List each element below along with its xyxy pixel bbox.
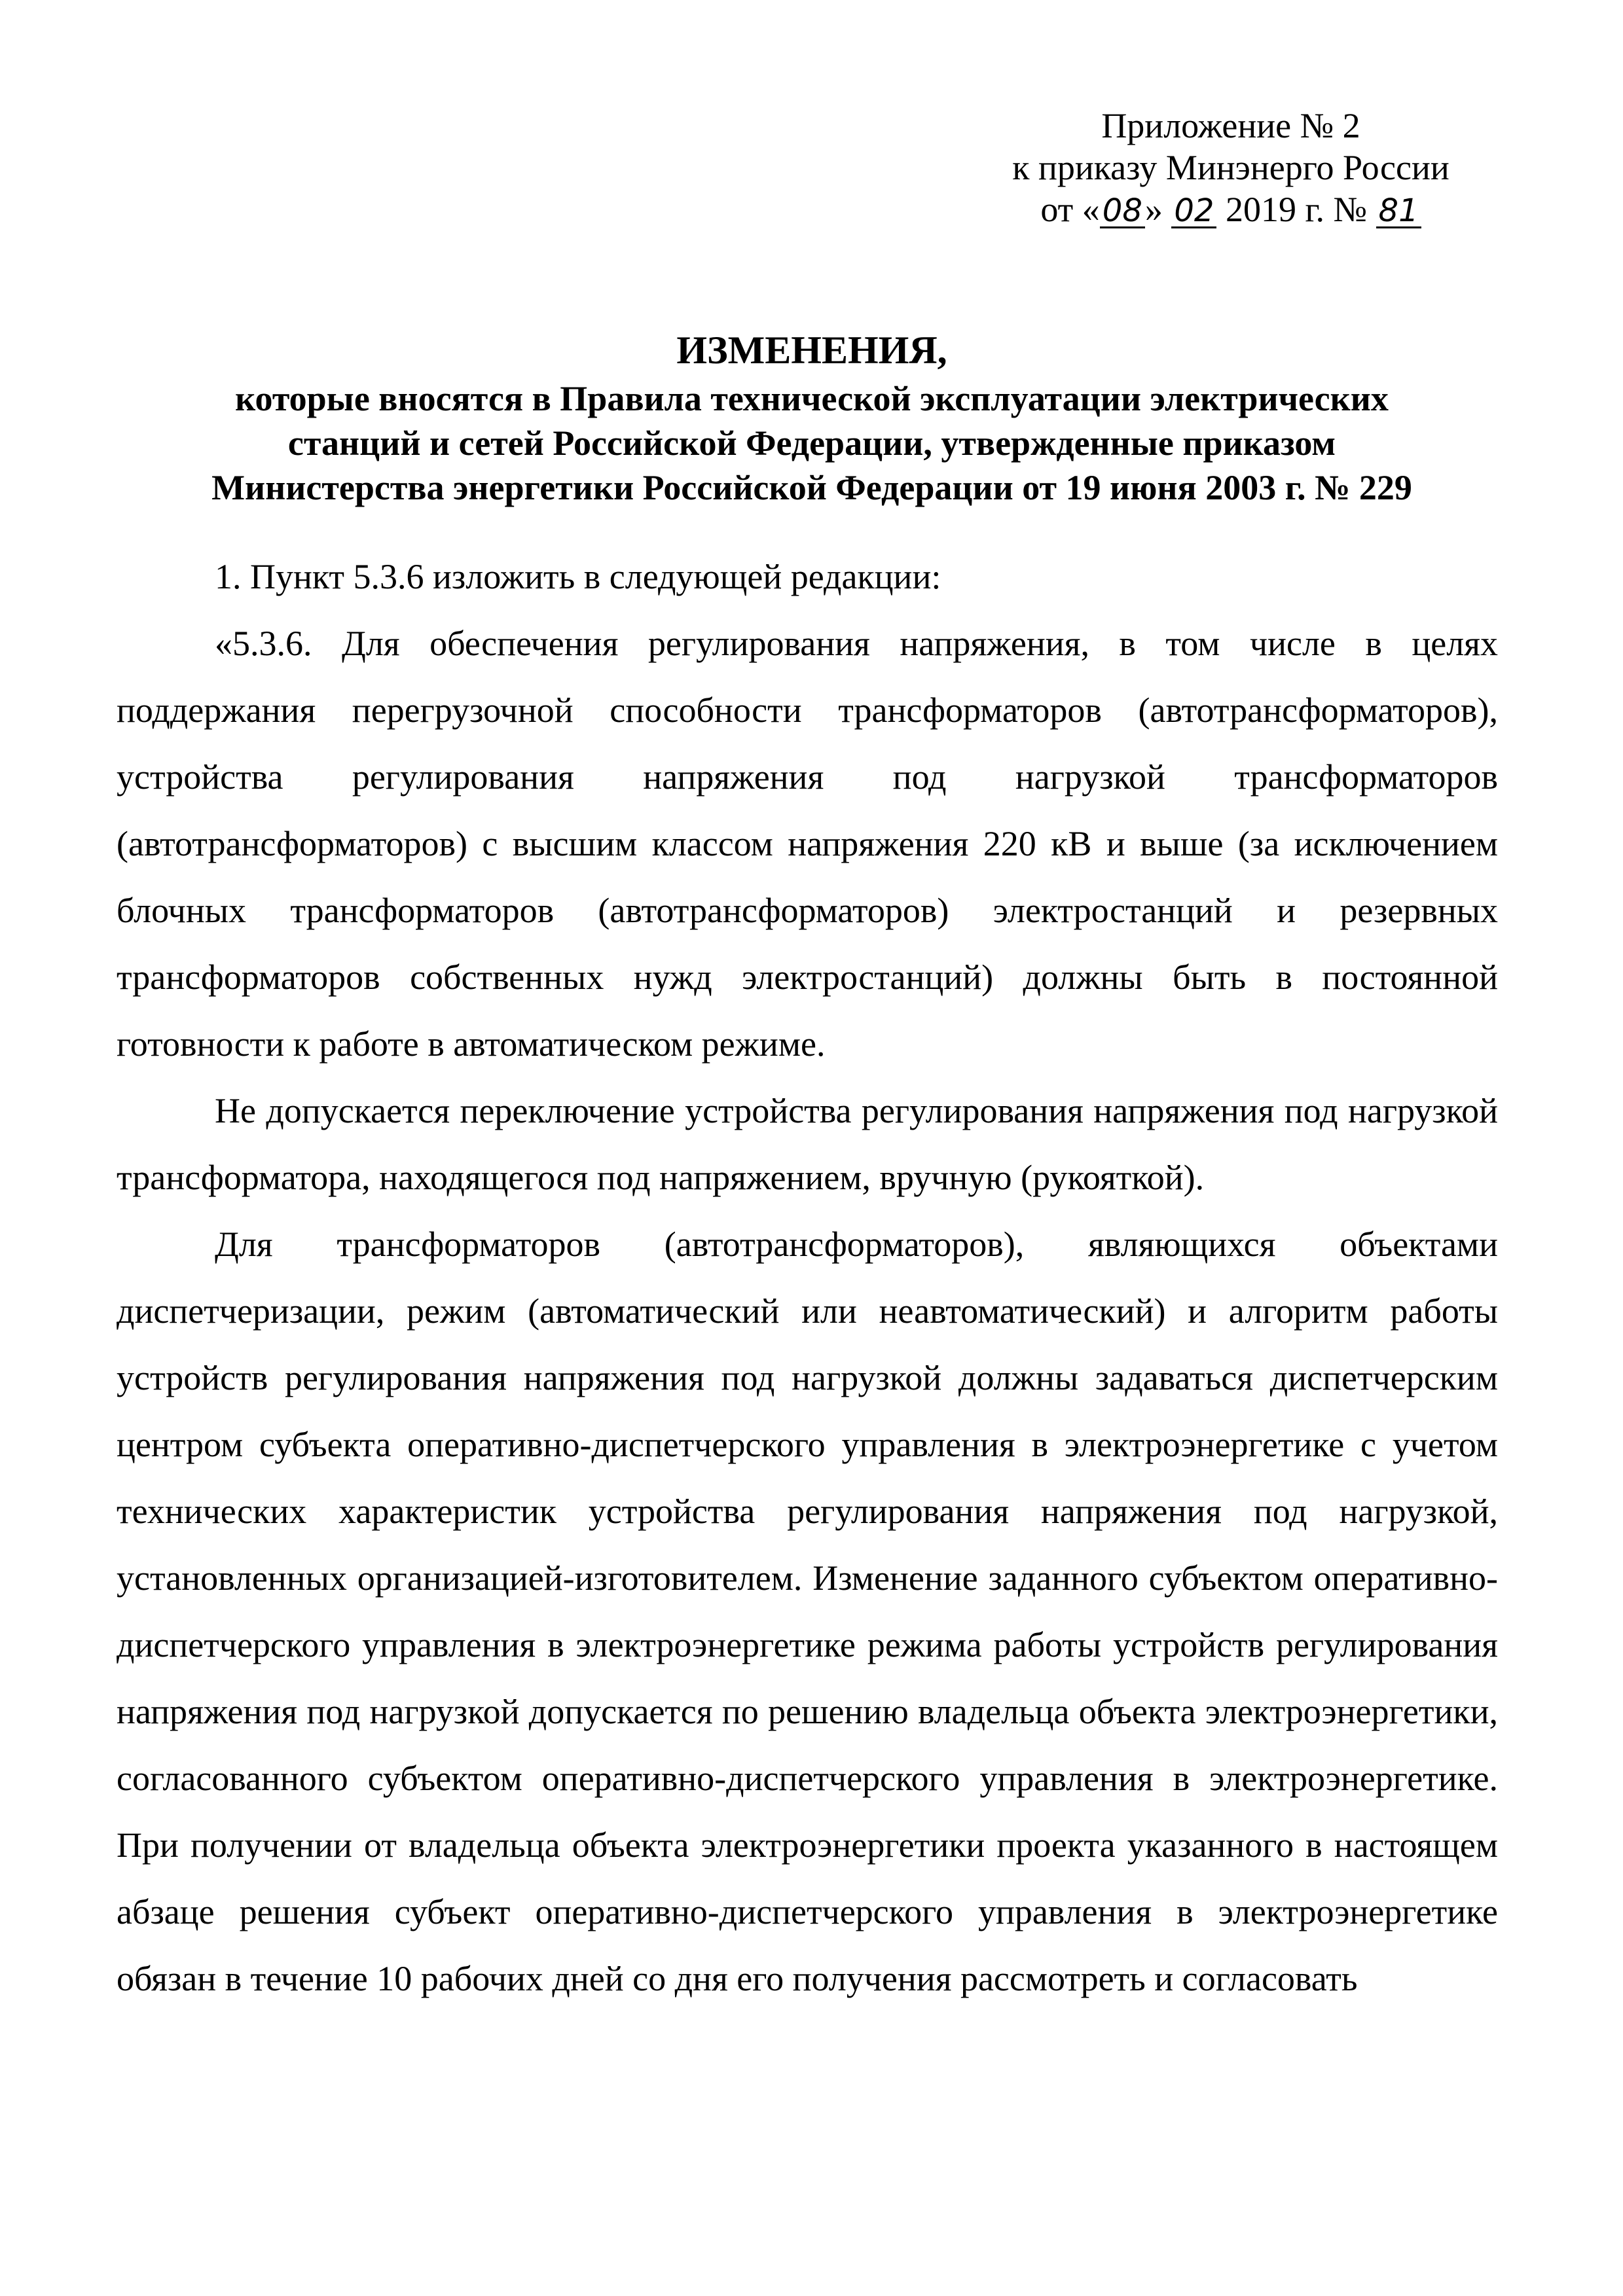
title-heading: ИЗМЕНЕНИЯ, — [676, 329, 947, 372]
paragraph-2: «5.3.6. Для обеспечения регулирования напряжения, в том числе в целях поддержания перегрузочной способности трансформаторов (автотрансформаторов), устройства регулирования напряжения под нагрузкой трансформаторов (автотрансформаторов) с высшим классом напряжения 220 кВ и выше (за исключением блочных трансформаторов (автотрансформаторов) электростанций и резервных трансформаторов собственных нужд электростанций) должны быть в постоянной готовности к работе в автоматическом режиме. — [117, 624, 1498, 1064]
order-date-line: от «08» 02 2019 г. № 81 — [969, 188, 1493, 230]
paragraph-1: 1. Пункт 5.3.6 изложить в следующей редакции: — [215, 557, 941, 596]
title-line-3: Министерства энергетики Российской Федерации от 19 июня 2003 г. № 229 — [211, 468, 1412, 507]
handwritten-month: 02 — [1171, 195, 1216, 228]
title-line-1: которые вносятся в Правила технической эксплуатации электрических — [235, 379, 1389, 418]
appendix-number: Приложение № 2 — [1101, 106, 1360, 145]
paragraph-4: Для трансформаторов (автотрансформаторов), являющихся объектами диспетчеризации, режим (автоматический или неавтоматический) и алгоритм работы устройств регулирования напряжения под нагрузкой должны задаваться диспетчерским центром субъекта оперативно-диспетчерского управления в электроэнергетике с учетом технических характеристик устройства регулирования напряжения под нагрузкой, установленных организацией-изготовителем. Изменение заданного субъектом оперативно-диспетчерского управления в электроэнергетике режима работы устройств регулирования напряжения под нагрузкой допускается по решению владельца объекта электроэнергетики, согласованного субъектом оперативно-диспетчерского управления в электроэнергетике. При получении от владельца объекта электроэнергетики проекта указанного в настоящем абзаце решения субъект оперативно-диспетчерского управления в электроэнергетике обязан в течение 10 рабочих дней со дня его получения рассмотреть и согласовать — [117, 1225, 1498, 1998]
title-line-2: станций и сетей Российской Федерации, утвержденные приказом — [287, 423, 1336, 463]
handwritten-order-number: 81 — [1376, 195, 1421, 228]
document-title — [131, 324, 1493, 510]
paragraph-3: Не допускается переключение устройства регулирования напряжения под нагрузкой трансформатора, находящегося под напряжением, вручную (рукояткой). — [117, 1091, 1498, 1197]
order-reference: к приказу Минэнерго России — [1012, 148, 1450, 187]
appendix-header — [969, 105, 1493, 230]
handwritten-day: 08 — [1100, 195, 1145, 228]
document-body — [117, 543, 1498, 2012]
